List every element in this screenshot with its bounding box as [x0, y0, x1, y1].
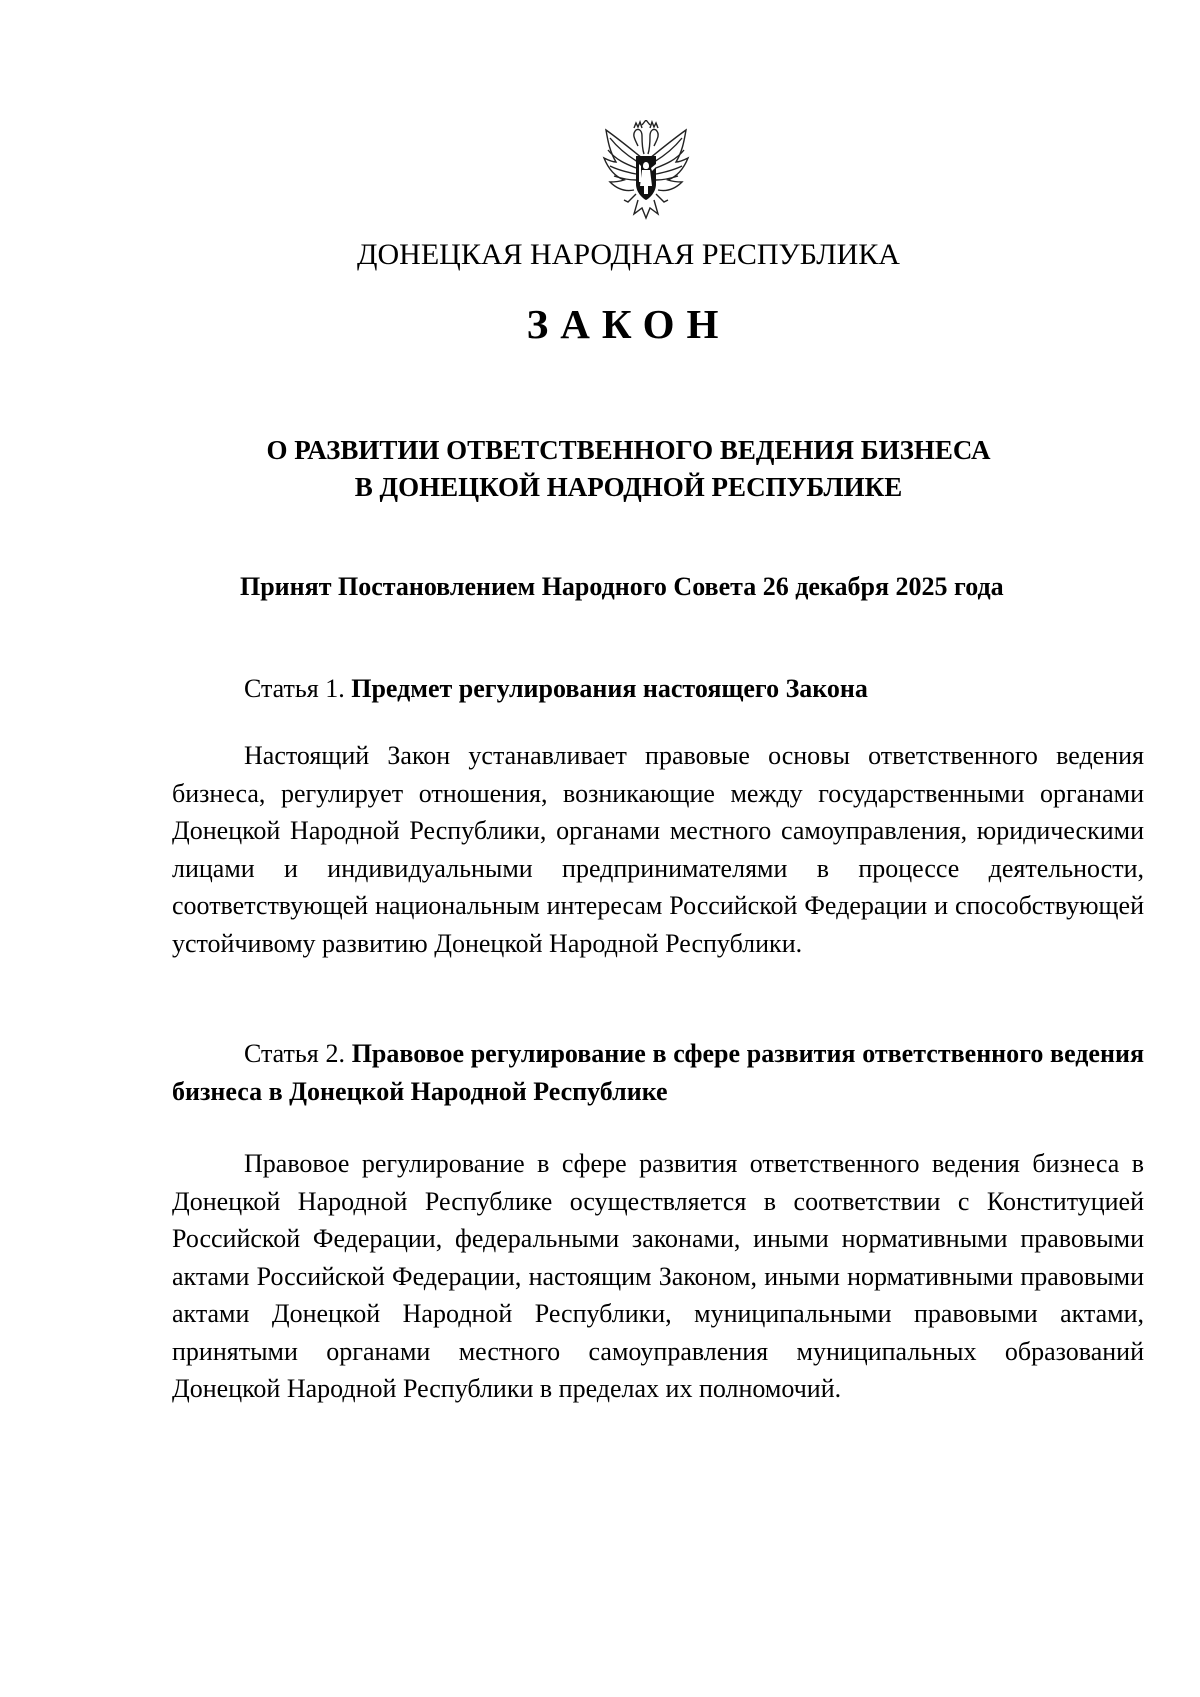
article-2-heading — [172, 1035, 1144, 1110]
article-2-title: Правовое регулирование в сфере развития ответственного ведения бизнеса в Донецкой Народной Республике — [172, 1039, 1145, 1106]
republic-name: ДОНЕЦКАЯ НАРОДНАЯ РЕСПУБЛИКА — [357, 238, 900, 271]
article-2-label: Статья 2. — [244, 1039, 345, 1068]
document-type: ЗАКОН — [526, 301, 731, 347]
article-1-heading — [172, 670, 1144, 708]
law-title-line-1: О РАЗВИТИИ ОТВЕТСТВЕННОГО ВЕДЕНИЯ БИЗНЕСА — [266, 435, 991, 465]
article-2-text: Правовое регулирование в сфере развития ответственного ведения бизнеса в Донецкой Народной Республике осуществляется в соответствии с Конституцией Российской Федерации, федеральными законами, иными нормативными правовыми актами Российской Федерации, настоящим Законом, иными нормативными правовыми актами Донецкой Народной Республики, муниципальными правовыми актами, принятыми органами местного самоуправления муниципальных образований Донецкой Народной Республики в пределах их полномочий. — [172, 1149, 1144, 1403]
law-title — [0, 432, 1200, 506]
law-title-line-2: В ДОНЕЦКОЙ НАРОДНОЙ РЕСПУБЛИКЕ — [354, 472, 903, 502]
article-1-text: Настоящий Закон устанавливает правовые основы ответственного ведения бизнеса, регулирует отношения, возникающие между государственными органами Донецкой Народной Республики, органами местного самоуправления, юридическими лицами и индивидуальными предпринимателями в процессе деятельности, соответствующей национальным интересам Российской Федерации и способствующей устойчивому развитию Донецкой Народной Республики. — [172, 741, 1144, 958]
adoption-note: Принят Постановлением Народного Совета 26 декабря 2025 года — [240, 572, 1004, 601]
eagle-coat-of-arms-icon — [598, 120, 694, 222]
article-1-label: Статья 1. — [244, 674, 345, 703]
article-1-title: Предмет регулирования настоящего Закона — [351, 674, 868, 703]
